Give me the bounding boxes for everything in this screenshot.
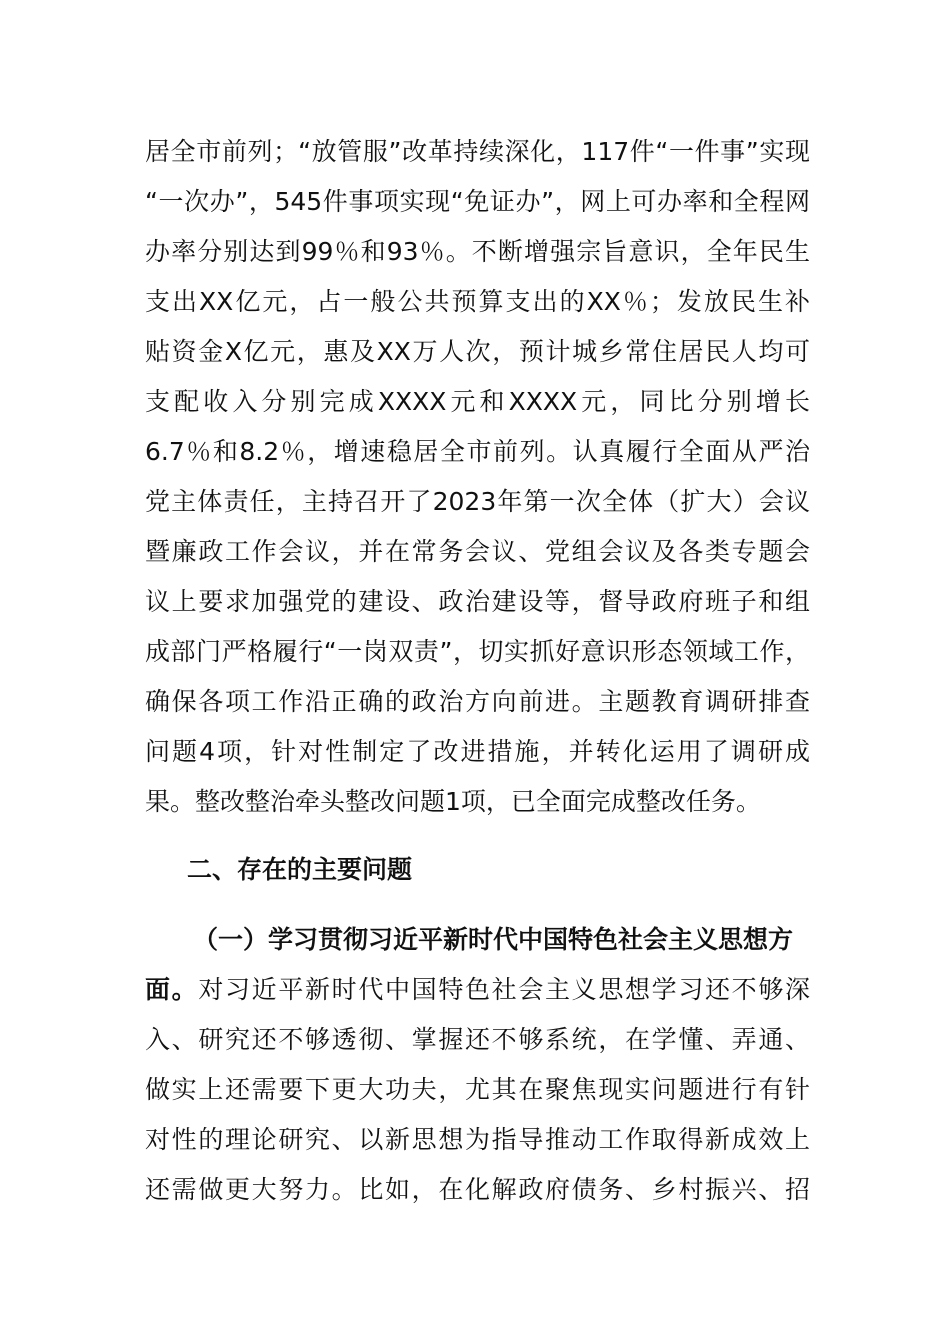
paragraph-line: 支配收入分别完成XXXX元和XXXX元，同比分别增长 bbox=[145, 387, 810, 416]
paragraph-line: “一次办”，545件事项实现“免证办”，网上可办率和全程网 bbox=[145, 187, 810, 216]
paragraph-line: 成部门严格履行“一岗双责”，切实抓好意识形态领域工作， bbox=[145, 637, 810, 666]
paragraph-line: 果。整改整治牵头整改问题1项，已全面完成整改任务。 bbox=[145, 787, 761, 816]
paragraph-line: 贴资金X亿元，惠及XX万人次，预计城乡常住居民人均可 bbox=[145, 337, 810, 366]
paragraph-line: 对性的理论研究、以新思想为指导推动工作取得新成效上 bbox=[145, 1125, 810, 1154]
paragraph-line bbox=[145, 965, 810, 1015]
paragraph-line: 6.7％和8.2％，增速稳居全市前列。认真履行全面从严治 bbox=[145, 437, 810, 466]
section-heading: 二、存在的主要问题 bbox=[187, 855, 413, 884]
paragraph-text: 对习近平新时代中国特色社会主义思想学习还不够深 bbox=[198, 975, 810, 1004]
paragraph-line: 居全市前列；“放管服”改革持续深化，117件“一件事”实现 bbox=[145, 137, 810, 166]
paragraph-line: 做实上还需要下更大功夫，尤其在聚焦现实问题进行有针 bbox=[145, 1075, 810, 1104]
paragraph-line: 入、研究还不够透彻、掌握还不够系统，在学懂、弄通、 bbox=[145, 1025, 810, 1054]
paragraph-line: 还需做更大努力。比如，在化解政府债务、乡村振兴、招 bbox=[145, 1175, 810, 1204]
paragraph-line: 暨廉政工作会议，并在常务会议、党组会议及各类专题会 bbox=[145, 537, 810, 566]
paragraph-line: 支出XX亿元，占一般公共预算支出的XX％；发放民生补 bbox=[145, 287, 810, 316]
paragraph-line: 确保各项工作沿正确的政治方向前进。主题教育调研排查 bbox=[145, 687, 810, 716]
paragraph-problems bbox=[145, 915, 810, 1215]
subheading-end: 面。 bbox=[145, 975, 199, 1004]
paragraph-line: 办率分别达到99％和93％。不断增强宗旨意识，全年民生 bbox=[145, 237, 810, 266]
paragraph-achievements bbox=[145, 127, 810, 827]
subheading-line: （一）学习贯彻习近平新时代中国特色社会主义思想方 bbox=[193, 925, 794, 954]
paragraph-line: 问题4项，针对性制定了改进措施，并转化运用了调研成 bbox=[145, 737, 810, 766]
paragraph-line: 党主体责任，主持召开了2023年第一次全体（扩大）会议 bbox=[145, 487, 810, 516]
paragraph-line: 议上要求加强党的建设、政治建设等，督导政府班子和组 bbox=[145, 587, 810, 616]
